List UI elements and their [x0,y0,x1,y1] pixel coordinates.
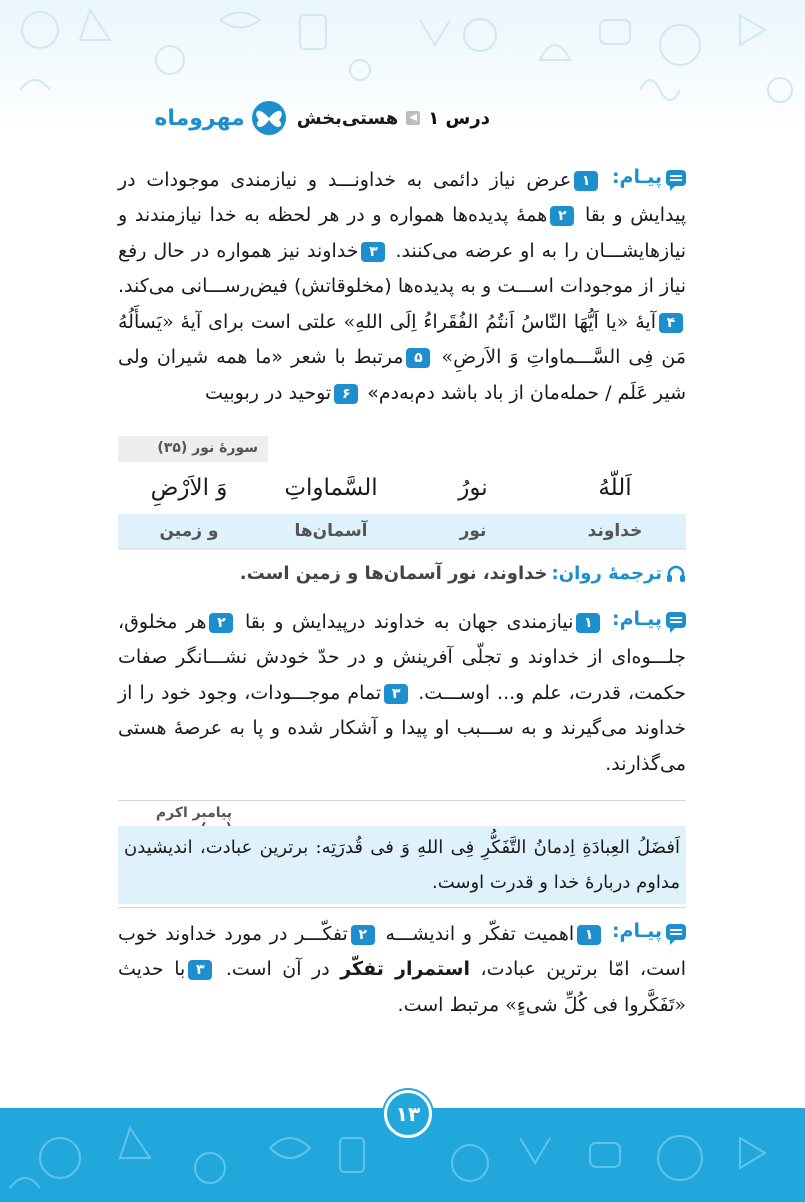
lesson-number: درس ۱ [428,107,490,129]
item-number: ۳ [188,960,212,980]
message-block-2 [118,602,686,782]
lesson-separator-icon: ◀ [406,111,420,125]
arabic-word: السَّماواتِ [284,475,378,501]
message-text: همهٔ پدیده‌ها همواره و در هر لحظه به خدا نیازمندند و نیازهایشـــان را به او عرضه می‌کنند. [118,204,686,262]
hadith-box [118,826,686,904]
emphasized-text: استمرار تفکّر [340,958,470,981]
message-icon [666,924,686,940]
headphone-icon [666,565,686,583]
fluent-translation [118,563,686,584]
item-number: ۶ [334,384,358,404]
word-translation: خداوند [587,521,643,541]
message-text: توحید در ربوبیت [204,381,332,404]
hadith-arabic: اَفضَلُ العِبادَةِ اِدمانُ التَّفَکُّرِ فِی اللهِ وَ فی قُدرَتِه: [315,837,680,858]
translation-text: خداوند، نور آسمان‌ها و زمین است. [239,563,548,584]
item-number: ۳ [361,242,385,262]
message-text: علتی است برای آیهٔ [180,310,337,333]
item-number: ۵ [406,348,430,368]
message-text: مرتبط با شعر «ما همه شیران ولی شیر عَلَم / حمله‌مان از باد باشد دم‌به‌دم» [118,346,686,404]
message-text: تمام موجـــودات، وجود خود را از خداوند می‌گیرند و به ســـبب او پیدا و آشکار شده و پا به عرصهٔ هستی می‌گذارند. [118,681,686,775]
message-label: پیـام: [612,914,686,950]
message-icon [666,612,686,628]
item-number: ۱ [577,925,601,945]
word-translations-row [118,514,686,548]
message-block-3 [118,914,686,1023]
message-text: با حدیث [118,958,186,981]
message-label: پیـام: [612,160,686,196]
butterfly-logo-icon [249,100,289,136]
message-icon [666,170,686,186]
section-title: هستی‌بخش [296,107,399,129]
message-text: آیهٔ [635,310,656,333]
word-translation: و زمین [159,521,219,541]
brand-name: مهروماه [154,105,245,131]
verse-word-table [118,462,686,550]
message-text: مرتبط است. [397,993,500,1016]
page-number: ۱۳ [384,1090,432,1138]
message-text: در آن است. [225,958,330,981]
page-header [130,98,490,138]
arabic-word: اَللّهُ [598,475,632,501]
message-text: نیازمندی جهان به خداوند درپیدایش و بقا [245,610,574,633]
arabic-word: وَ الاَرْضِ [150,475,228,501]
hadith-source-tab [118,801,242,826]
item-number: ۱ [574,171,598,191]
item-number: ۱ [576,613,600,633]
word-translation: آسمان‌ها [294,521,368,541]
verse-source-tab [118,436,268,462]
hadith-quote: «تَفَکَّروا فی کُلِّ شیءٍ» [505,993,686,1016]
translation-label: ترجمهٔ روان: [551,563,662,584]
message-text: هر مخلوق، جلـــوه‌ای از خداوند و تجلّی آفرینش و در حدّ خودش نشـــانگر صفات حکمت، قدرت، علم و... اوســـت. [118,610,686,704]
brand [154,100,288,136]
verse-quote: «یَسأَلُهُ مَن فِی السَّـــماواتِ وَ الاَرضِ» [118,310,686,369]
section-divider [118,907,686,908]
message-text: تفکّـــر در مورد خداوند خوب است، امّا برترین عبادت، [118,922,687,981]
message-block-1 [118,160,686,411]
verse-source: سورهٔ نور (۳۵) [157,440,258,456]
message-text: عرض نیاز دائمی به خداونـــد و نیازمندی موجودات در پیدایش و بقا [118,168,686,227]
hadith-translation: برترین عبادت، اندیشیدن مداوم دربارهٔ خدا و قدرت اوست. [124,837,680,893]
verse-quote: «یا اَیُّهَا النّاسُ اَنتُمُ الفُقَراءُ اِلَی اللهِ» [343,310,629,333]
message-text: خداوند نیز همواره در حال رفع نیاز از موجودات اســـت و به پدیده‌ها (مخلوقاتش) فیض‌رســـانی می‌کند. [118,239,686,298]
item-number: ۴ [659,313,683,333]
table-divider [118,548,686,550]
hadith-source: پیامبر اکرم [155,805,232,821]
arabic-words-row [118,462,686,514]
message-label: پیـام: [612,602,686,638]
word-translation: نور [459,521,487,541]
message-text: اهمیت تفکّر و اندیشـــه [385,922,575,945]
arabic-word: نورُ [458,475,488,501]
item-number: ۲ [550,206,574,226]
item-number: ۳ [384,684,408,704]
item-number: ۲ [209,613,233,633]
item-number: ۲ [351,925,375,945]
